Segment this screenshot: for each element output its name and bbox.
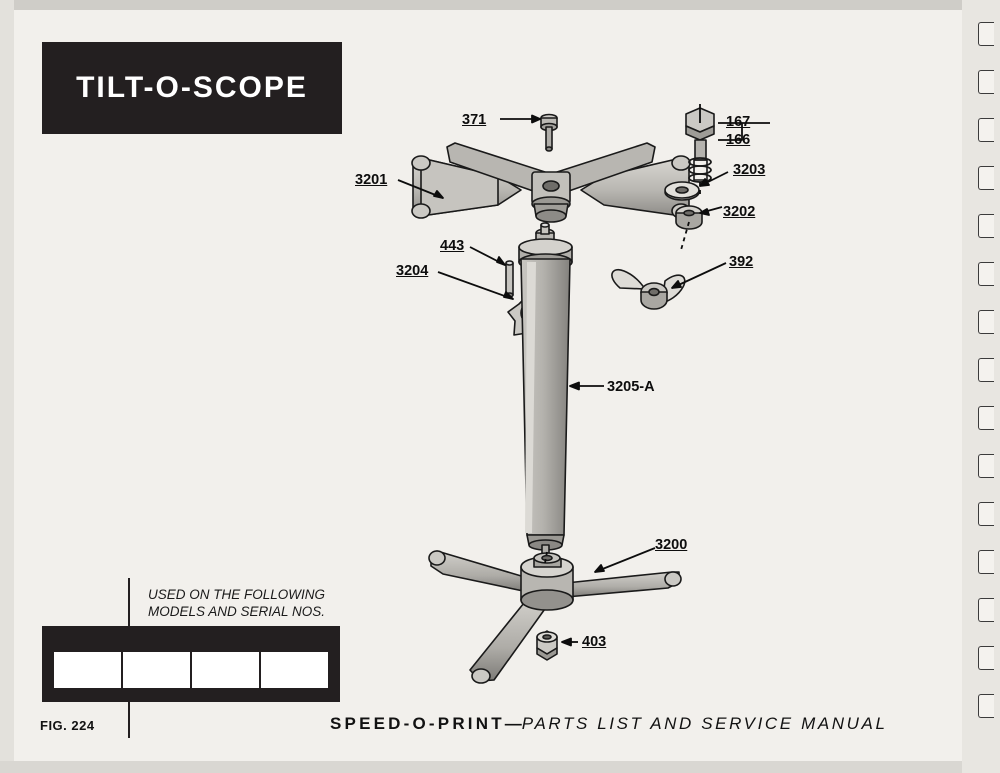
- page-footer: [330, 714, 888, 734]
- figure-label: FIG. 224: [40, 718, 95, 733]
- part-tripod-base-3200: [429, 551, 681, 683]
- models-table-cell: [54, 652, 123, 688]
- part-screw-371: [541, 115, 557, 152]
- callout-371: 371: [462, 112, 487, 128]
- footer-brand: SPEED-O-PRINT: [330, 714, 505, 733]
- footer-subtitle: PARTS LIST AND SERVICE MANUAL: [521, 714, 888, 733]
- callout-167: 167: [726, 114, 751, 130]
- callout-3200: 3200: [655, 537, 688, 553]
- page-title: TILT-O-SCOPE: [76, 71, 308, 104]
- models-table-cell: [192, 652, 261, 688]
- part-pin-443: [506, 261, 513, 297]
- models-table-cell: [123, 652, 192, 688]
- models-note-line-2: MODELS AND SERIAL NOS.: [148, 604, 326, 619]
- callout-3202: 3202: [723, 204, 756, 220]
- callout-3203: 3203: [733, 162, 766, 178]
- part-washer-3203: [665, 182, 699, 200]
- part-nut-3202: [676, 206, 702, 229]
- part-top-yoke-3201: [412, 143, 690, 222]
- part-center-column-3205-A: [519, 223, 572, 563]
- callout-403: 403: [582, 634, 607, 650]
- part-wing-nut-392: [612, 270, 685, 309]
- models-note: [148, 586, 338, 620]
- callout-3201: 3201: [355, 172, 388, 188]
- part-hex-nut-403: [537, 631, 557, 660]
- callout-443: 443: [440, 238, 465, 254]
- models-serial-table: [42, 626, 340, 702]
- footer-dash: —: [504, 714, 522, 733]
- models-table-row: [54, 652, 328, 688]
- callout-3204: 3204: [396, 263, 429, 279]
- callout-3205-A: 3205-A: [607, 379, 655, 395]
- callout-392: 392: [729, 254, 754, 270]
- callout-166: 166: [726, 132, 751, 148]
- models-table-cell: [261, 652, 328, 688]
- models-note-line-1: USED ON THE FOLLOWING: [148, 587, 326, 602]
